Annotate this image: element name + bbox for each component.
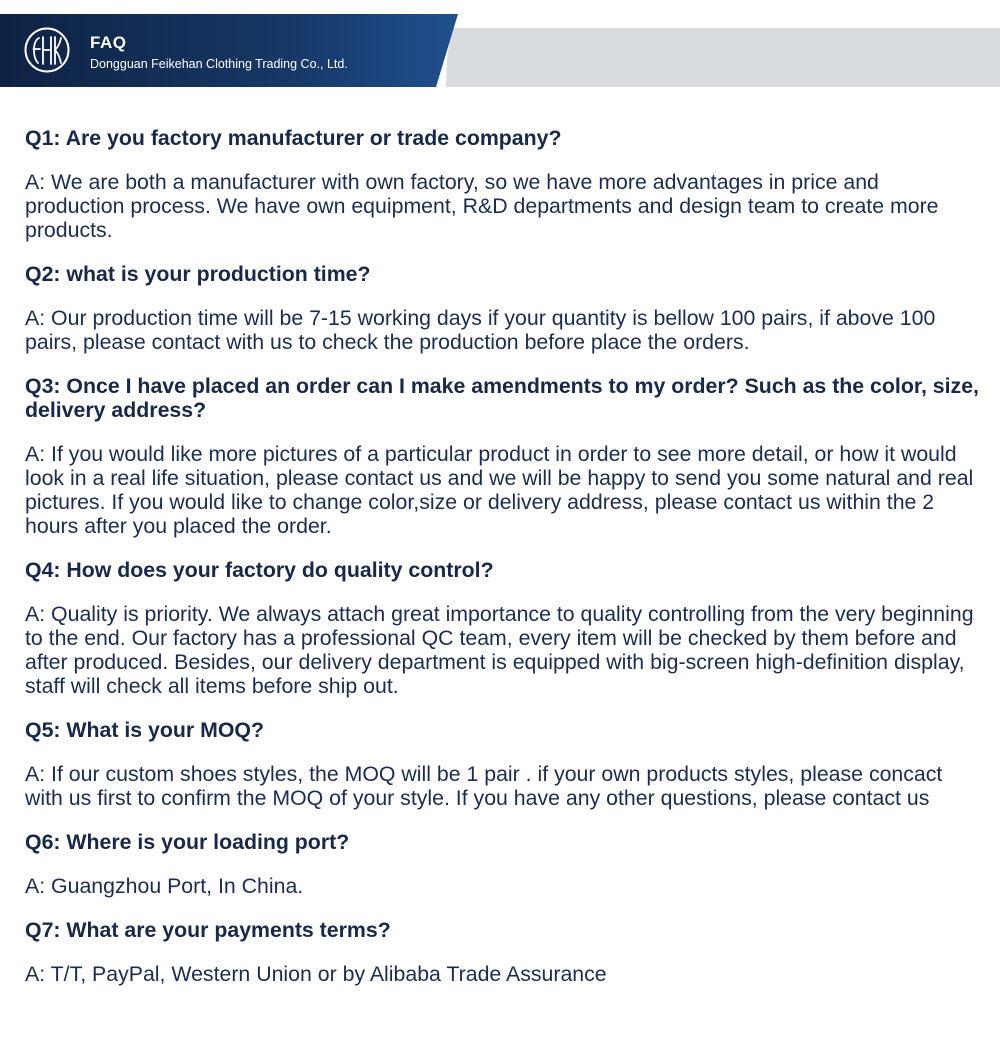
faq-question: Q4: How does your factory do quality control? — [25, 558, 494, 582]
faq-item-q1 — [25, 126, 980, 242]
company-name: Dongguan Feikehan Clothing Trading Co., Ltd. — [90, 57, 348, 71]
header-banner-background — [0, 14, 1000, 87]
faq-item-q5 — [25, 718, 980, 810]
faq-question: Q1: Are you factory manufacturer or trade company? — [25, 126, 562, 150]
header-grey-stripe — [446, 28, 1000, 87]
faq-answer: A: We are both a manufacturer with own factory, so we have more advantages in price and production process. We have own equipment, R&D departments and design team to create more products. — [25, 170, 939, 242]
faq-item-q7 — [25, 918, 980, 986]
header-banner — [0, 14, 1000, 87]
faq-question: Q5: What is your MOQ? — [25, 718, 265, 742]
page-title: FAQ — [90, 33, 127, 52]
faq-item-q6 — [25, 830, 980, 898]
fkh-logo-icon — [24, 27, 70, 73]
faq-answer: A: Our production time will be 7-15 working days if your quantity is bellow 100 pairs, if above 100 pairs, please contact with us to check the production before place the orders. — [25, 306, 936, 354]
faq-item-q3 — [25, 374, 980, 538]
faq-question: Q2: what is your production time? — [25, 262, 371, 286]
faq-answer: A: If you would like more pictures of a particular product in order to see more detail, or how it would look in a real life situation, please contact us and we will be happy to send you some natural and real pictures. If you would like to change color,size or delivery address, please contact us within the 2 hours after you placed the order. — [25, 442, 974, 538]
faq-question: Q3: Once I have placed an order can I make amendments to my order? Such as the color, size, delivery address? — [25, 374, 979, 422]
faq-answer: A: Quality is priority. We always attach great importance to quality controlling from the very beginning to the end. Our factory has a professional QC team, every item will be checked by them before and after produced. Besides, our delivery department is equipped with big-screen high-definition display, staff will check all items before ship out. — [25, 602, 974, 698]
faq-question: Q7: What are your payments terms? — [25, 918, 391, 942]
faq-answer: A: If our custom shoes styles, the MOQ will be 1 pair . if your own products styles, please concact with us first to confirm the MOQ of your style. If you have any other questions, please contact us — [25, 762, 943, 810]
faq-item-q4 — [25, 558, 980, 698]
faq-answer: A: T/T, PayPal, Western Union or by Alibaba Trade Assurance — [25, 962, 607, 986]
faq-item-q2 — [25, 262, 980, 354]
faq-question: Q6: Where is your loading port? — [25, 830, 350, 854]
faq-list — [25, 126, 980, 1006]
faq-answer: A: Guangzhou Port, In China. — [25, 874, 304, 898]
